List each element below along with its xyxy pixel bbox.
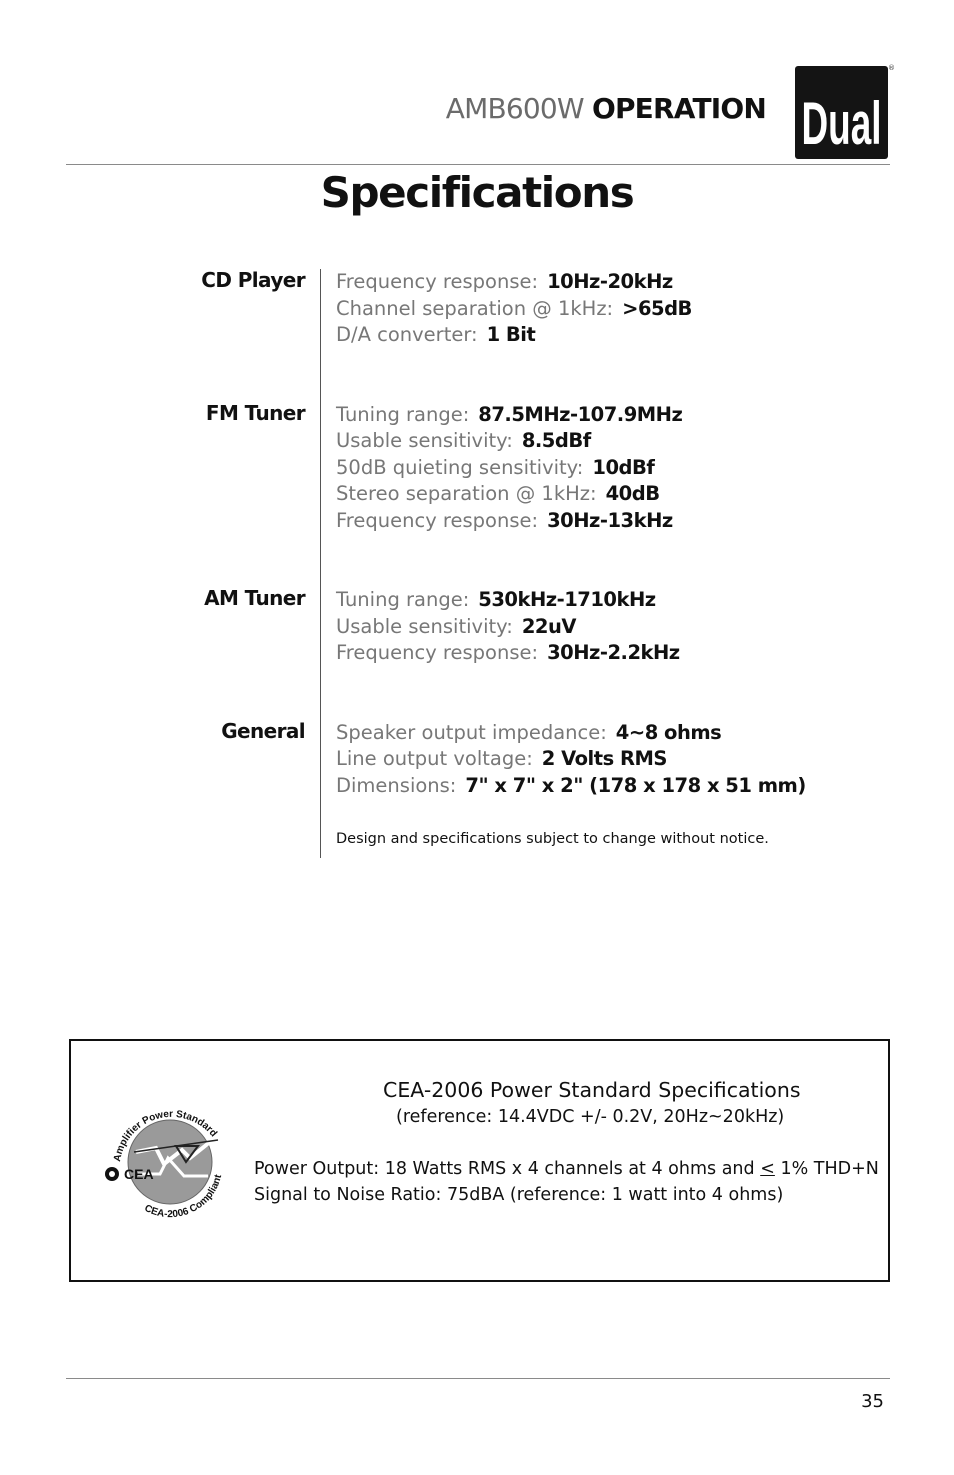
spec-row — [336, 773, 806, 799]
spec-label: Speaker output impedance: — [336, 721, 607, 744]
spec-row — [336, 402, 682, 428]
spec-value: >65dB — [622, 297, 692, 320]
registered-mark: ® — [888, 64, 895, 72]
logo-text: Dual — [801, 90, 882, 157]
spec-row — [336, 720, 721, 746]
spec-row — [336, 428, 591, 454]
spec-label: 50dB quieting sensitivity: — [336, 456, 584, 479]
spec-label: Dimensions: — [336, 774, 457, 797]
section-label-general: General — [221, 719, 305, 743]
section-label-cd-player: CD Player — [201, 268, 305, 292]
footer-divider — [66, 1378, 890, 1379]
spec-label: Tuning range: — [336, 403, 470, 426]
spec-row — [336, 269, 673, 295]
seal-bottom-text: CEA-2006 Compliant — [142, 1173, 225, 1221]
spec-label: D/A converter: — [336, 323, 478, 346]
spec-label: Frequency response: — [336, 509, 539, 532]
spec-label: Usable sensitivity: — [336, 429, 513, 452]
spec-label: Frequency response: — [336, 641, 539, 664]
spec-value: 530kHz-1710kHz — [478, 588, 656, 611]
section-name: OPERATION — [591, 92, 766, 125]
cea-reference: (reference: 14.4VDC +/- 0.2V, 20Hz~20kHz) — [396, 1107, 785, 1127]
spec-value: 30Hz-13kHz — [547, 509, 673, 532]
spec-value: 40dB — [605, 482, 660, 505]
spec-label: Channel separation @ 1kHz: — [336, 297, 614, 320]
spec-row — [336, 296, 692, 322]
spec-value: 8.5dBf — [521, 429, 591, 452]
spec-row — [336, 322, 535, 348]
model-name: AMB600W — [445, 92, 584, 125]
spec-value: 1 Bit — [486, 323, 536, 346]
power-output-prefix: Power Output: 18 Watts RMS x 4 channels at 4 ohms and — [254, 1159, 761, 1179]
dual-logo — [795, 66, 888, 159]
spec-row — [336, 746, 667, 772]
spec-row — [336, 481, 660, 507]
spec-row — [336, 508, 673, 534]
spec-value: 87.5MHz-107.9MHz — [478, 403, 683, 426]
disclaimer: Design and specifications subject to change without notice. — [336, 831, 769, 847]
spec-row — [336, 614, 576, 640]
spec-label: Stereo separation @ 1kHz: — [336, 482, 597, 505]
spec-value: 10dBf — [592, 456, 655, 479]
spec-value: 10Hz-20kHz — [547, 270, 673, 293]
seal-center-text: CEA — [124, 1166, 154, 1182]
less-equal-symbol: < — [760, 1159, 775, 1179]
spec-label: Frequency response: — [336, 270, 539, 293]
snr-line: Signal to Noise Ratio: 75dBA (reference: 1 watt into 4 ohms) — [254, 1185, 784, 1205]
spec-value: 30Hz-2.2kHz — [547, 641, 680, 664]
spec-value: 22uV — [521, 615, 576, 638]
spec-row — [336, 455, 654, 481]
spec-label: Line output voltage: — [336, 747, 533, 770]
spec-divider — [320, 269, 321, 858]
page-number: 35 — [861, 1391, 884, 1412]
page-title: Specifications — [320, 168, 634, 217]
power-output-suffix: 1% THD+N — [774, 1159, 879, 1179]
section-label-am-tuner: AM Tuner — [204, 586, 305, 610]
seal-top-text: Amplifier Power Standard — [112, 1108, 219, 1163]
spec-value: 7" x 7" x 2" (178 x 178 x 51 mm) — [465, 774, 806, 797]
header-divider — [66, 164, 890, 165]
spec-value: 4~8 ohms — [615, 721, 722, 744]
spec-label: Tuning range: — [336, 588, 470, 611]
spec-row — [336, 640, 680, 666]
spec-row — [336, 587, 656, 613]
cea-compliance-seal-icon — [98, 1092, 242, 1226]
section-label-fm-tuner: FM Tuner — [205, 401, 305, 425]
spec-value: 2 Volts RMS — [541, 747, 667, 770]
spec-label: Usable sensitivity: — [336, 615, 513, 638]
cea-heading: CEA-2006 Power Standard Specifications — [383, 1078, 801, 1102]
power-output-line — [254, 1159, 879, 1179]
header-title — [446, 92, 766, 125]
